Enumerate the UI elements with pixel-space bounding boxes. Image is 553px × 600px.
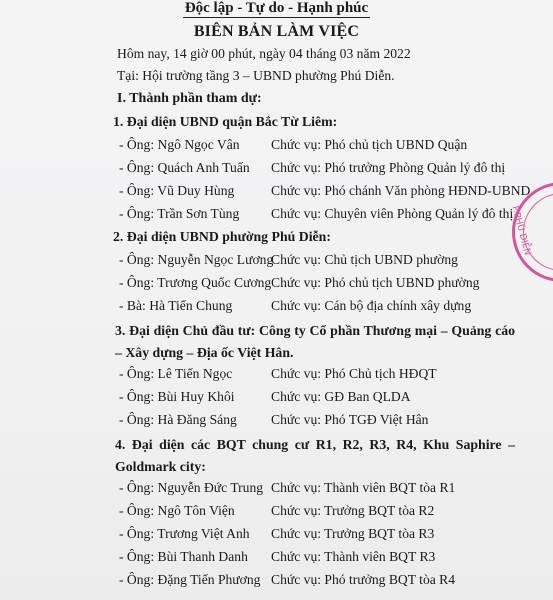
meeting-place: Tại: Hội trường tầng 3 – UBND phường Phú Diễn.: [117, 68, 395, 83]
member-name: - Ông: Trần Sơn Tùng: [119, 206, 240, 221]
list-item: [0, 183, 553, 203]
group-title: 1. Đại diện UBND quận Bắc Từ Liêm:: [113, 114, 338, 129]
member-role: Chức vụ: Trưởng BQT tòa R2: [271, 503, 435, 518]
meeting-time: Hôm nay, 14 giờ 00 phút, ngày 04 tháng 03 năm 2022: [117, 46, 411, 61]
member-role: Chức vụ: Phó trưởng BQT tòa R4: [271, 572, 456, 587]
seal-inner-ring: [523, 193, 553, 271]
member-name: - Ông: Trương Việt Anh: [119, 526, 250, 541]
member-name: - Ông: Ngô Ngọc Vân: [119, 137, 240, 152]
document-title: BIÊN BẢN LÀM VIỆC: [193, 23, 360, 40]
group-title: 3. Đại diện Chủ đầu tư: Công ty Cổ phần Thương mại – Quảng cáo – Xây dựng – Địa ốc Việt Hân.: [115, 323, 515, 360]
member-name: - Ông: Bùi Thanh Danh: [119, 549, 248, 564]
list-item: [0, 549, 553, 569]
list-item: [0, 526, 553, 546]
section-heading-participants: I. Thành phần tham dự:: [117, 91, 262, 106]
list-item: [0, 572, 553, 592]
member-role: Chức vụ: Phó chủ tịch UBND phường: [271, 275, 480, 290]
member-name: - Ông: Nguyễn Đức Trung: [119, 480, 264, 495]
member-name: - Ông: Ngô Tôn Viện: [119, 503, 235, 518]
member-name: - Ông: Trương Quốc Cương: [119, 275, 272, 290]
group-title: 2. Đại diện UBND phường Phú Diễn:: [113, 229, 331, 244]
list-item: [0, 412, 553, 432]
member-role: Chức vụ: Phó chủ tịch UBND Quận: [271, 137, 468, 152]
member-role: Chức vụ: GĐ Ban QLDA: [271, 389, 411, 404]
list-item: [0, 137, 553, 157]
list-item: [0, 252, 553, 272]
list-item: [0, 503, 553, 523]
member-role: Chức vụ: Thành viên BQT R3: [271, 549, 436, 564]
member-role: Chức vụ: Phó chánh Văn phòng HĐND-UBND: [271, 183, 531, 198]
member-role: Chức vụ: Phó Chủ tịch HĐQT: [271, 366, 437, 381]
member-name: - Ông: Lê Tiến Ngọc: [119, 366, 233, 381]
member-role: Chức vụ: Chuyên viên Phòng Quản lý đô thị: [271, 206, 514, 221]
member-role: Chức vụ: Phó TGĐ Việt Hân: [271, 412, 429, 427]
member-role: Chức vụ: Trưởng BQT tòa R3: [271, 526, 435, 541]
list-item: [0, 366, 553, 386]
member-role: Chức vụ: Phó trưởng Phòng Quản lý đô thị: [271, 160, 506, 175]
list-item: [0, 480, 553, 500]
member-name: - Bà: Hà Tiến Chung: [119, 298, 233, 313]
list-item: [0, 160, 553, 180]
member-name: - Ông: Đặng Tiến Phương: [119, 572, 261, 587]
member-name: - Ông: Quách Anh Tuấn: [119, 160, 250, 175]
member-name: - Ông: Nguyễn Ngọc Lương: [119, 252, 274, 267]
member-name: - Ông: Hà Đăng Sáng: [119, 412, 237, 427]
national-motto: Độc lập - Tự do - Hạnh phúc: [184, 0, 369, 16]
member-role: Chức vụ: Thành viên BQT tòa R1: [271, 480, 456, 495]
list-item: [0, 389, 553, 409]
member-role: Chức vụ: Cán bộ địa chính xây dựng: [271, 298, 472, 313]
member-name: - Ông: Bùi Huy Khôi: [119, 389, 235, 404]
member-name: - Ông: Vũ Duy Hùng: [119, 183, 235, 198]
list-item: [0, 298, 553, 318]
seal-text: P.PHÚ DIỄN: [509, 205, 533, 257]
member-role: Chức vụ: Chủ tịch UBND phường: [271, 252, 458, 267]
group-title: 4. Đại diện các BQT chung cư R1, R2, R3, R4, Khu Saphire – Goldmark city:: [115, 437, 515, 474]
list-item: [0, 275, 553, 295]
list-item: [0, 206, 553, 226]
